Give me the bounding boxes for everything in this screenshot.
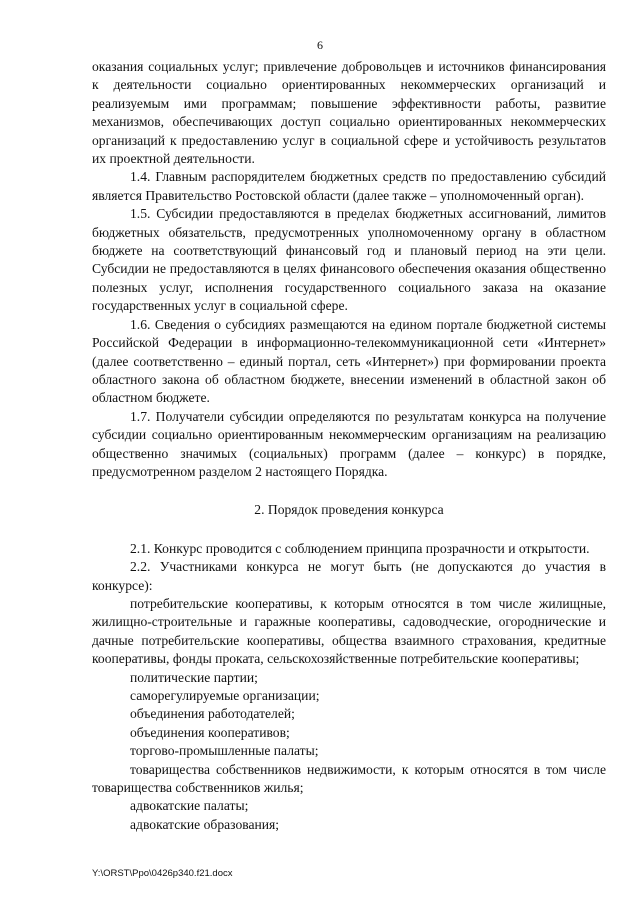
list-item: саморегулируемые организации; xyxy=(130,688,320,703)
list-item: товарищества собственников недвижимости, к которым относятся в том числе товарищества собственников жилья; xyxy=(92,761,606,796)
paragraph: оказания социальных услуг; привлечение добровольцев и источников финансирования к деятельности социально ориентированных некоммерческих организаций и реализуемым ими программам; повышение эффективности работы, развитие механизмов, обеспечивающих доступ социально ориентированных некоммерческих организаций к предоставлению услуг в социальной сфере и устойчивость результатов их проектной деятельности. xyxy=(92,59,606,167)
page-number: 6 xyxy=(317,38,323,52)
section-heading: 2. Порядок проведения конкурса xyxy=(254,502,444,518)
list-item: адвокатские палаты; xyxy=(130,798,249,814)
paragraph-1-7: 1.7. Получатели субсидии определяются по результатам конкурса на получение субсидии социально ориентированным некоммерческим организациям на реализацию общественно значимых (социальных) программ (далее – конкурс) в порядке, предусмотренном разделом 2 настоящего Порядка. xyxy=(92,408,606,479)
list-item: объединения кооперативов; xyxy=(130,724,290,740)
list-item: адвокатские образования; xyxy=(130,816,280,832)
document-body xyxy=(92,58,606,834)
footer-file-path: Y:\ORST\Ppo\0426p340.f21.docx xyxy=(92,868,233,879)
paragraph-1-4: 1.4. Главным распорядителем бюджетных средств по предоставлению субсидий является Правительство Ростовской области (далее также – уполномоченный орган). xyxy=(92,169,606,203)
paragraph-2-1: 2.1. Конкурс проводится с соблюдением принципа прозрачности и открытости. xyxy=(130,540,590,556)
paragraph-1-5: 1.5. Субсидии предоставляются в пределах бюджетных ассигнований, лимитов бюджетных обязательств, предусмотренных уполномоченному органу в областном бюджете на соответствующий финансовый год и плановый период на эти цели. Субсидии не предоставляются в целях финансового обеспечения оказания общественно полезных услуг, исполнения государственного социального заказа на оказание государственных услуг в социальной сфере. xyxy=(92,206,606,314)
list-item: потребительские кооперативы, к которым относятся в том числе жилищные, жилищно-строительные и гаражные кооперативы, садоводческие, огороднические и дачные потребительские кооперативы, общества взаимного страхования, кредитные кооперативы, фонды проката, сельскохозяйственные потребительские кооперативы; xyxy=(92,595,606,667)
paragraph-1-6: 1.6. Сведения о субсидиях размещаются на едином портале бюджетной системы Российской Федерации в информационно-телекоммуникационной сети «Интернет» (далее соответственно – единый портал, сеть «Интернет») при формировании проекта областного закона об областном бюджете, внесении изменений в областной закон об областном бюджете. xyxy=(92,316,606,406)
list-item: объединения работодателей; xyxy=(130,706,295,722)
paragraph-2-2: 2.2. Участниками конкурса не могут быть (не допускаются до участия в конкурсе): xyxy=(92,559,606,593)
list-item: политические партии; xyxy=(130,669,258,685)
list-item: торгово-промышленные палаты; xyxy=(130,743,319,759)
